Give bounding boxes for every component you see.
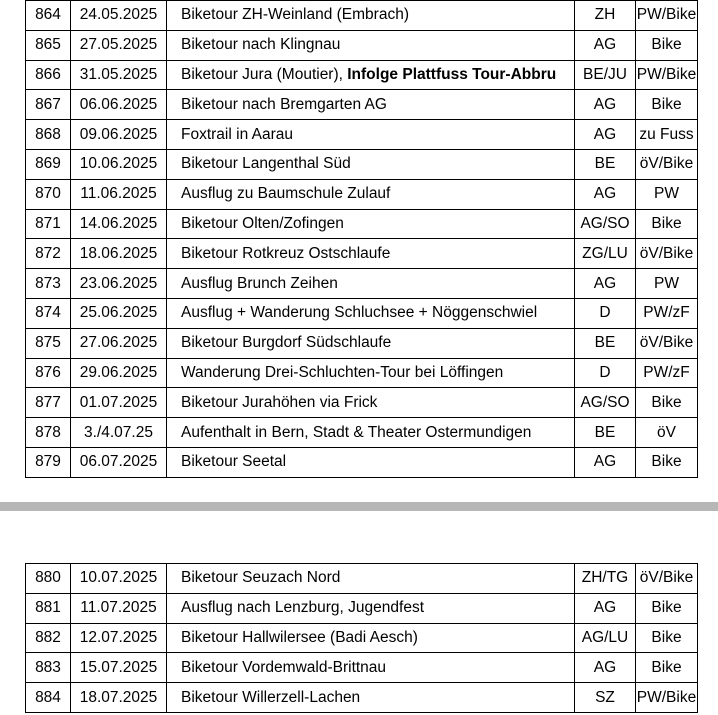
tour-number: 865 [26,30,71,60]
tour-transport: öV/Bike [636,328,698,358]
tour-number: 866 [26,60,71,90]
tour-date: 15.07.2025 [71,653,167,683]
tour-description: Ausflug nach Lenzburg, Jugendfest [167,593,575,623]
tour-transport: Bike [636,447,698,477]
tour-log-table-continued [25,563,698,713]
tour-number: 884 [26,683,71,713]
tour-canton: AG/SO [575,388,636,418]
tour-number: 881 [26,593,71,623]
tour-number: 870 [26,179,71,209]
tour-date: 06.07.2025 [71,447,167,477]
tour-canton: BE [575,418,636,448]
tour-date: 06.06.2025 [71,90,167,120]
tour-number: 878 [26,418,71,448]
tour-date: 14.06.2025 [71,209,167,239]
tour-date: 11.07.2025 [71,593,167,623]
tour-canton: AG [575,653,636,683]
table-row [26,653,698,683]
tour-date: 27.05.2025 [71,30,167,60]
tour-transport: Bike [636,623,698,653]
tour-description: Biketour nach Bremgarten AG [167,90,575,120]
page-break [0,494,718,517]
table-row [26,564,698,594]
tour-canton: ZG/LU [575,239,636,269]
tour-note: Infolge Plattfuss Tour-Abbru [347,65,557,83]
tour-number: 883 [26,653,71,683]
tour-canton: ZH/TG [575,564,636,594]
table-row [26,120,698,150]
table-row [26,388,698,418]
tour-number: 882 [26,623,71,653]
table-row [26,149,698,179]
tour-description: Aufenthalt in Bern, Stadt & Theater Ostermundigen [167,418,575,448]
table-row [26,30,698,60]
tour-number: 875 [26,328,71,358]
table-row [26,239,698,269]
tour-description: Ausflug + Wanderung Schluchsee + Nöggenschwiel [167,298,575,328]
tour-date: 09.06.2025 [71,120,167,150]
tour-canton: AG [575,120,636,150]
tour-description: Biketour nach Klingnau [167,30,575,60]
tour-canton: AG [575,447,636,477]
table-row [26,179,698,209]
tour-transport: öV/Bike [636,239,698,269]
tour-number: 864 [26,1,71,31]
tour-transport: zu Fuss [636,120,698,150]
tour-description: Biketour Rotkreuz Ostschlaufe [167,239,575,269]
page-separator-bar [0,502,718,511]
tour-transport: PW/zF [636,298,698,328]
table-row [26,447,698,477]
tour-date: 25.06.2025 [71,298,167,328]
tour-description: Biketour Vordemwald-Brittnau [167,653,575,683]
tour-transport: Bike [636,388,698,418]
tour-log-table [25,0,698,478]
table-row [26,683,698,713]
tour-transport: PW [636,269,698,299]
table-row [26,60,698,90]
tour-date: 01.07.2025 [71,388,167,418]
table-row [26,209,698,239]
tour-description: Biketour Seetal [167,447,575,477]
document-page-2 [0,517,718,715]
tour-date: 10.06.2025 [71,149,167,179]
tour-number: 874 [26,298,71,328]
table-row [26,1,698,31]
tour-number: 877 [26,388,71,418]
tour-description: Biketour ZH-Weinland (Embrach) [167,1,575,31]
tour-description: Biketour Burgdorf Südschlaufe [167,328,575,358]
tour-description: Biketour Jurahöhen via Frick [167,388,575,418]
tour-date: 31.05.2025 [71,60,167,90]
tour-description: Biketour Willerzell-Lachen [167,683,575,713]
tour-number: 871 [26,209,71,239]
tour-number: 867 [26,90,71,120]
tour-canton: D [575,298,636,328]
table-row [26,623,698,653]
tour-transport: PW/Bike [636,60,698,90]
tour-transport: Bike [636,653,698,683]
tour-canton: ZH [575,1,636,31]
tour-date: 18.06.2025 [71,239,167,269]
tour-canton: D [575,358,636,388]
tour-number: 879 [26,447,71,477]
table-row [26,418,698,448]
tour-date: 12.07.2025 [71,623,167,653]
tour-canton: AG [575,593,636,623]
tour-transport: Bike [636,209,698,239]
tour-date: 3./4.07.25 [71,418,167,448]
tour-canton: BE [575,149,636,179]
tour-date: 27.06.2025 [71,328,167,358]
tour-transport: PW/Bike [636,683,698,713]
tour-transport: öV/Bike [636,149,698,179]
tour-transport: Bike [636,593,698,623]
table-row [26,298,698,328]
table-row [26,593,698,623]
tour-description: Ausflug Brunch Zeihen [167,269,575,299]
tour-transport: PW [636,179,698,209]
tour-description: Biketour Langenthal Süd [167,149,575,179]
tour-transport: Bike [636,30,698,60]
tour-transport: Bike [636,90,698,120]
tour-transport: PW/Bike [636,1,698,31]
tour-date: 24.05.2025 [71,1,167,31]
tour-canton: SZ [575,683,636,713]
tour-canton: AG [575,30,636,60]
tour-description: Biketour Seuzach Nord [167,564,575,594]
tour-canton: BE [575,328,636,358]
tour-number: 876 [26,358,71,388]
tour-canton: AG [575,269,636,299]
tour-number: 873 [26,269,71,299]
tour-date: 29.06.2025 [71,358,167,388]
tour-transport: PW/zF [636,358,698,388]
tour-number: 872 [26,239,71,269]
tour-number: 868 [26,120,71,150]
tour-description: Ausflug zu Baumschule Zulauf [167,179,575,209]
tour-canton: AG [575,90,636,120]
tour-description: Wanderung Drei-Schluchten-Tour bei Löffingen [167,358,575,388]
tour-date: 18.07.2025 [71,683,167,713]
tour-canton: BE/JU [575,60,636,90]
tour-date: 10.07.2025 [71,564,167,594]
table-row [26,328,698,358]
tour-description: Biketour Olten/Zofingen [167,209,575,239]
tour-description: Foxtrail in Aarau [167,120,575,150]
tour-date: 11.06.2025 [71,179,167,209]
tour-description: Biketour Jura (Moutier), Infolge Plattfuss Tour-Abbru [167,60,575,90]
tour-transport: öV [636,418,698,448]
tour-canton: AG [575,179,636,209]
tour-canton: AG/SO [575,209,636,239]
table-row [26,269,698,299]
tour-date: 23.06.2025 [71,269,167,299]
tour-canton: AG/LU [575,623,636,653]
table-row [26,90,698,120]
tour-number: 880 [26,564,71,594]
table-row [26,358,698,388]
tour-description: Biketour Hallwilersee (Badi Aesch) [167,623,575,653]
tour-number: 869 [26,149,71,179]
tour-transport: öV/Bike [636,564,698,594]
